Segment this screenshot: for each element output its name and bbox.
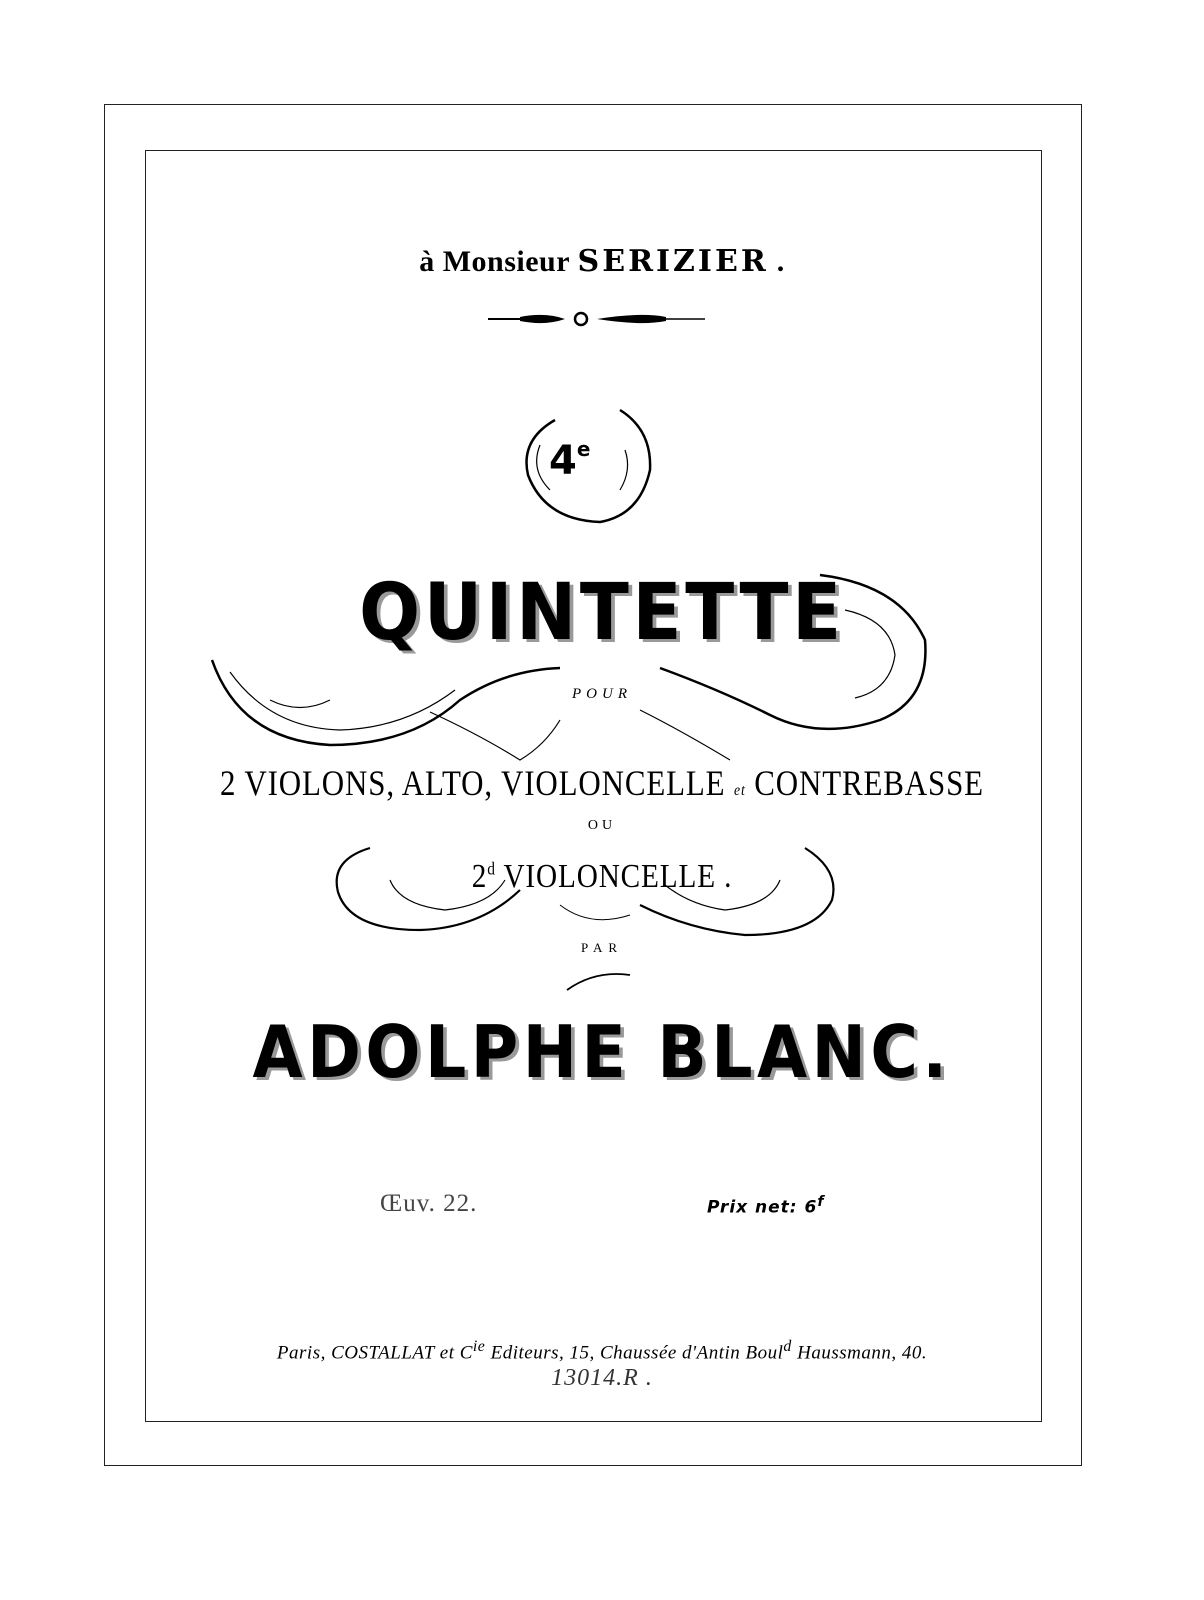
ou-label: OU	[587, 818, 617, 833]
number-superscript: e	[576, 437, 591, 461]
second-number: 2	[471, 858, 488, 895]
publisher-text3: Haussmann, 40.	[791, 1342, 928, 1364]
par-flourish	[567, 974, 630, 990]
instrumentation-et: et	[734, 782, 746, 799]
dedication	[0, 244, 1204, 279]
alternative-instrument	[84, 858, 1119, 896]
publisher-text1: Paris, COSTALLAT et C	[276, 1342, 473, 1364]
work-title: QUINTETTE	[359, 568, 845, 658]
opus-number: Œuv. 22.	[380, 1190, 478, 1217]
par-label: PAR	[580, 940, 624, 955]
dedication-suffix: .	[776, 245, 785, 278]
price-value: 6	[804, 1197, 818, 1218]
instrumentation-part1: 2 VIOLONS, ALTO, VIOLONCELLE	[220, 763, 726, 803]
publisher-text2: Editeurs, 15, Chaussée d'Antin Boul	[485, 1342, 784, 1364]
publisher-imprint	[0, 1338, 1204, 1364]
price-unit: f	[817, 1194, 825, 1210]
second-superscript: d	[487, 858, 496, 879]
divider-ornament	[488, 313, 705, 325]
price	[707, 1194, 825, 1218]
publisher-sup2: d	[783, 1338, 792, 1355]
second-text: VIOLONCELLE .	[503, 858, 733, 895]
pour-label: POUR	[572, 686, 632, 702]
number-value: 4	[549, 438, 577, 484]
dedicatee-name: SERIZIER	[577, 244, 769, 279]
dedication-prefix: à Monsieur	[419, 245, 570, 278]
plate-number: 13014.R .	[551, 1365, 653, 1391]
instrumentation	[84, 762, 1119, 804]
price-label: Prix net:	[707, 1197, 798, 1218]
composer-name: ADOLPHE BLANC.	[252, 1010, 952, 1094]
instrumentation-part2: CONTREBASSE	[754, 763, 984, 803]
quintet-number	[549, 437, 590, 484]
publisher-sup1: ie	[472, 1338, 486, 1355]
